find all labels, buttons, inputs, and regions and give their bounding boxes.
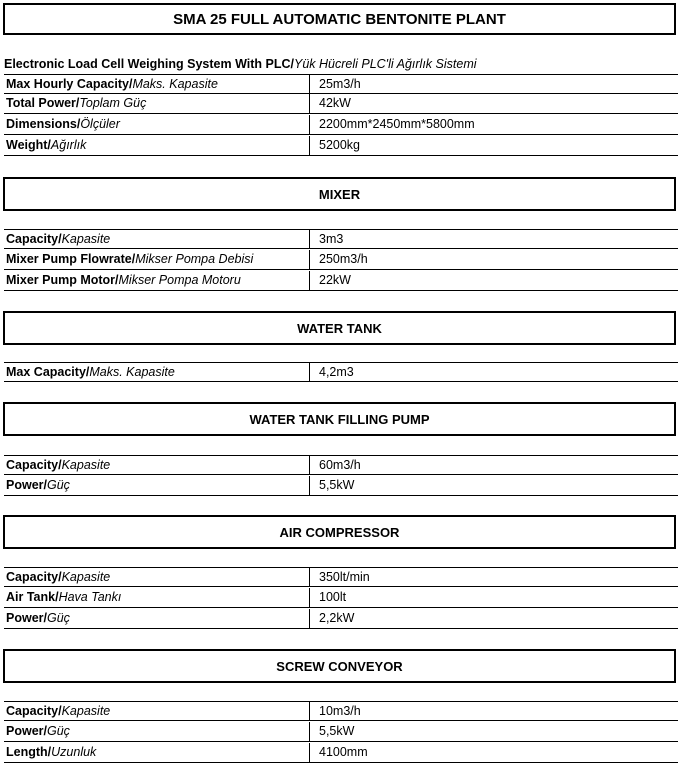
spec-value: 22kW — [319, 273, 351, 287]
section-header-air-compressor — [3, 515, 676, 549]
spec-row — [4, 567, 678, 587]
section-header-filling-pump — [3, 402, 676, 436]
spec-value: 4,2m3 — [319, 365, 354, 379]
spec-key: Air Tank/Hava Tankı — [6, 590, 122, 604]
section-title: AIR COMPRESSOR — [279, 524, 400, 540]
section-title: WATER TANK FILLING PUMP — [249, 411, 430, 427]
spec-row-weight — [4, 136, 678, 156]
section-title: WATER TANK — [297, 320, 382, 336]
page-title-text: SMA 25 FULL AUTOMATIC BENTONITE PLANT — [173, 10, 506, 28]
page-title — [3, 3, 676, 35]
spec-row — [4, 362, 678, 382]
spec-value: 10m3/h — [319, 704, 361, 718]
spec-key: Dimensions/Ölçüler — [6, 117, 120, 131]
spec-key: Total Power/Toplam Güç — [6, 96, 147, 110]
spec-row — [4, 271, 678, 291]
spec-row — [4, 609, 678, 629]
spec-row-capacity — [4, 74, 678, 94]
spec-key: Mixer Pump Motor/Mikser Pompa Motoru — [6, 273, 241, 287]
spec-row-dimensions — [4, 115, 678, 135]
spec-value: 250m3/h — [319, 252, 368, 266]
spec-value: 3m3 — [319, 232, 344, 246]
section-header-water-tank — [3, 311, 676, 345]
spec-value: 60m3/h — [319, 458, 361, 472]
section-title: MIXER — [318, 186, 361, 202]
spec-row — [4, 229, 678, 249]
spec-key: Capacity/Kapasite — [6, 704, 111, 718]
spec-row — [4, 701, 678, 721]
spec-value: 5200kg — [319, 138, 361, 152]
spec-key: Max Hourly Capacity/Maks. Kapasite — [6, 77, 218, 91]
spec-value: 350lt/min — [319, 570, 370, 584]
spec-row — [4, 743, 678, 763]
spec-row — [4, 455, 678, 475]
spec-value: 5,5kW — [319, 724, 355, 738]
spec-key: Power/Güç — [6, 724, 70, 738]
spec-key: Length/Uzunluk — [6, 745, 97, 759]
spec-key: Capacity/Kapasite — [6, 232, 111, 246]
spec-key: Power/Güç — [6, 478, 70, 492]
section-header-screw-conveyor — [3, 649, 676, 683]
spec-key: Weight/Ağırlık — [6, 138, 87, 152]
spec-key: Power/Güç — [6, 611, 70, 625]
weighing-system-note — [4, 57, 477, 71]
spec-key: Capacity/Kapasite — [6, 458, 111, 472]
spec-key: Max Capacity/Maks. Kapasite — [6, 365, 175, 379]
spec-key: Capacity/Kapasite — [6, 570, 111, 584]
spec-row — [4, 722, 678, 742]
spec-row — [4, 476, 678, 496]
spec-value: 42kW — [319, 96, 351, 110]
spec-value: 2,2kW — [319, 611, 355, 625]
section-title: SCREW CONVEYOR — [276, 658, 403, 674]
note-label-en: Electronic Load Cell Weighing System With PLC/ — [4, 57, 294, 71]
spec-value: 2200mm*2450mm*5800mm — [319, 117, 475, 131]
spec-key: Mixer Pump Flowrate/Mikser Pompa Debisi — [6, 252, 254, 266]
note-label-tr: Yük Hücreli PLC'li Ağırlık Sistemi — [293, 57, 477, 71]
spec-row — [4, 588, 678, 608]
spec-value: 4100mm — [319, 745, 368, 759]
spec-value: 25m3/h — [319, 77, 361, 91]
spec-value: 100lt — [319, 590, 347, 604]
spec-value: 5,5kW — [319, 478, 355, 492]
section-header-mixer — [3, 177, 676, 211]
spec-row — [4, 250, 678, 270]
spec-row-power — [4, 94, 678, 114]
